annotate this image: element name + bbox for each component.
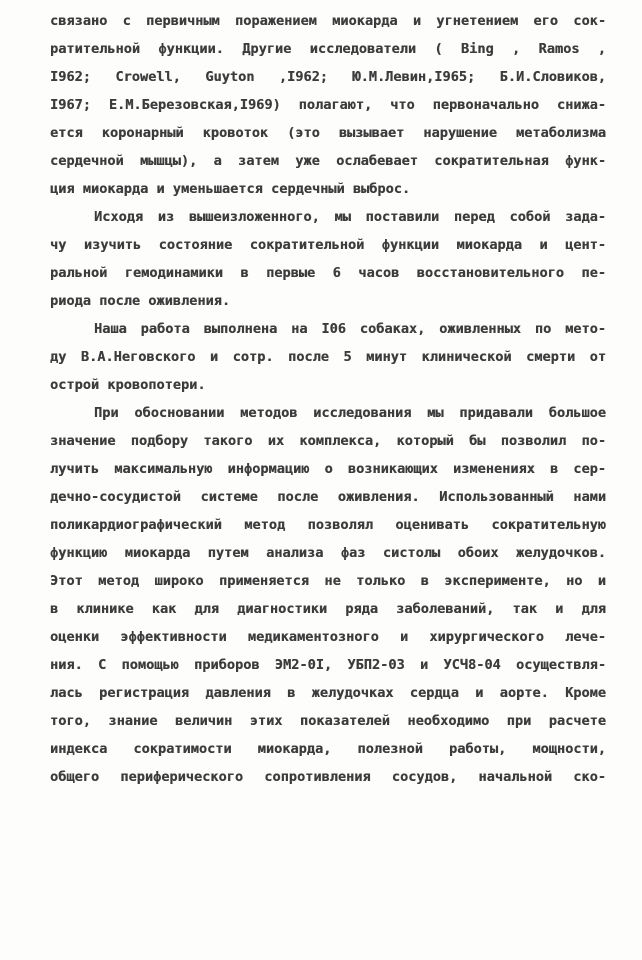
text-line: Этот метод широко применяется не только в эксперименте, но и [50, 573, 606, 589]
text-line: I962; Crowell, Guyton ,I962; Ю.М.Левин,I965; Б.И.Словиков, [50, 69, 606, 85]
text-line: оценки эффективности медикаментозного и хирургического лече- [50, 629, 606, 645]
text-line: ратительной функции. Другие исследователи ( Bing , Ramos , [50, 41, 606, 57]
text-line: лась регистрация давления в желудочках сердца и аорте. Кроме [50, 685, 606, 701]
text-line: того, знание величин этих показателей необходимо при расчете [50, 713, 606, 729]
text-line: дечно-сосудистой системе после оживления. Использованный нами [50, 489, 606, 505]
text-line: общего периферического сопротивления сосудов, начальной ско- [50, 769, 606, 785]
text-line: I967; Е.М.Березовская,I969) полагают, что первоначально снижа- [50, 97, 606, 113]
text-line: ется коронарный кровоток (это вызывает нарушение метаболизма [50, 125, 606, 141]
text-line: ния. С помощью приборов ЭМ2-0I, УБП2-03 и УСЧ8-04 осуществля- [50, 657, 606, 673]
paragraph-first-line: Исходя из вышеизложенного, мы поставили перед собой зада- [94, 209, 606, 225]
text-line: ральной гемодинамики в первые 6 часов восстановительного пе- [50, 265, 606, 281]
text-line: в клинике как для диагностики ряда заболеваний, так и для [50, 601, 606, 617]
text-line: значение подбору такого их комплекса, который бы позволил по- [50, 433, 606, 449]
text-line: ция миокарда и уменьшается сердечный выброс. [50, 181, 411, 197]
text-line: острой кровопотери. [50, 377, 206, 393]
text-line: связано с первичным поражением миокарда и угнетением его сок- [50, 13, 606, 29]
paragraph-first-line: При обосновании методов исследования мы придавали большое [94, 405, 606, 421]
paragraph-first-line: Наша работа выполнена на I06 собаках, оживленных по мето- [94, 321, 606, 337]
text-line: риода после оживления. [50, 293, 231, 309]
text-line: поликардиографический метод позволял оценивать сократительную [50, 517, 606, 533]
text-line: лучить максимальную информацию о возникающих изменениях в сер- [50, 461, 606, 477]
text-line: сердечной мышцы), а затем уже ослабевает сократительная функ- [50, 153, 606, 169]
text-line: функцию миокарда путем анализа фаз систолы обоих желудочков. [50, 545, 606, 561]
text-line: ду В.А.Неговского и сотр. после 5 минут клинической смерти от [50, 349, 606, 365]
text-line: индекса сократимости миокарда, полезной работы, мощности, [50, 741, 606, 757]
text-line: чу изучить состояние сократительной функции миокарда и цент- [50, 237, 606, 253]
